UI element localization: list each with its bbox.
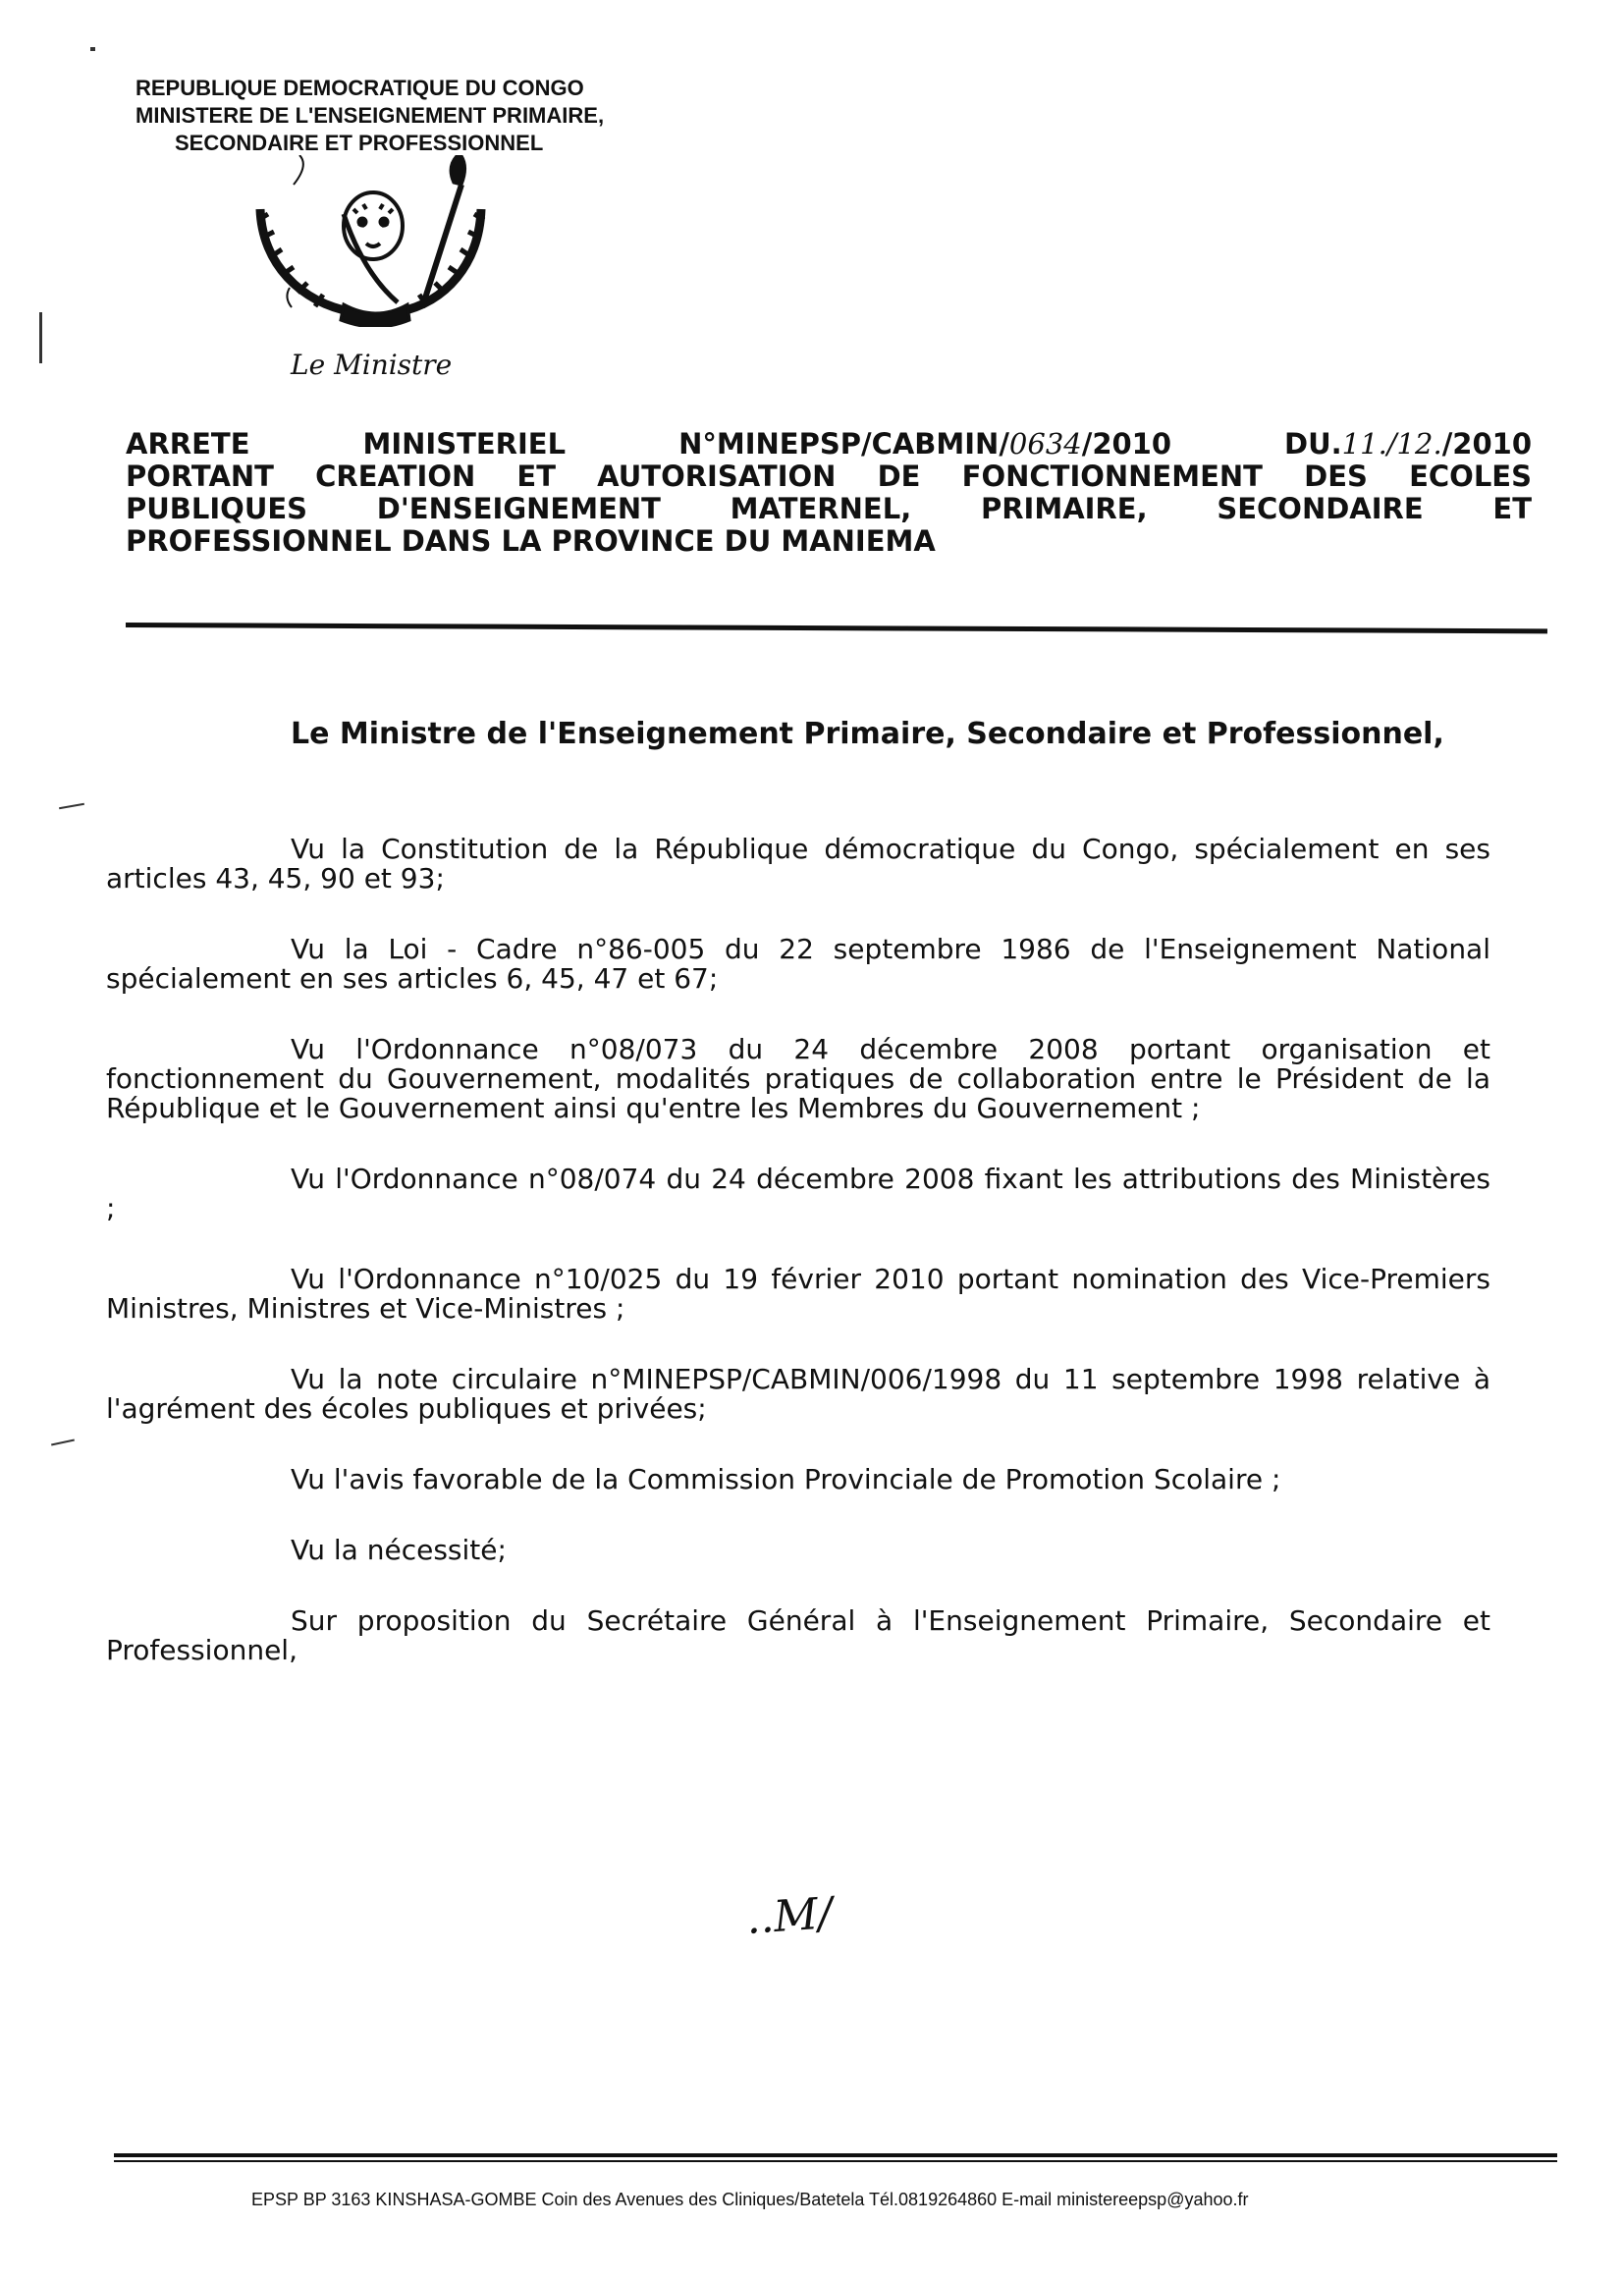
preamble-paragraph: Vu la Constitution de la République démocratique du Congo, spécialement en ses articles 43, 45, 90 et 93; — [106, 833, 1490, 895]
minister-signature-line: Le Ministre — [291, 349, 453, 381]
title-underline — [126, 623, 1547, 633]
preamble-paragraph: Vu l'avis favorable de la Commission Provinciale de Promotion Scolaire ; — [291, 1463, 1281, 1495]
preamble-body — [106, 835, 1490, 1707]
ministry-header — [135, 75, 604, 157]
scan-artifact — [51, 1439, 75, 1446]
decree-title — [126, 428, 1532, 558]
preamble-paragraph: Vu la Loi - Cadre n°86-005 du 22 septembre 1986 de l'Enseignement National spécialement en ses articles 6, 45, 47 et 67; — [106, 933, 1490, 995]
preamble-paragraph: Sur proposition du Secrétaire Général à l'Enseignement Primaire, Secondaire et Professionnel, — [106, 1604, 1490, 1666]
preamble-paragraph: Vu l'Ordonnance n°08/074 du 24 décembre 2008 fixant les attributions des Ministères ; — [106, 1163, 1490, 1224]
handwritten-initials: ..M/ — [744, 1887, 835, 1945]
footer-rule — [114, 2160, 1557, 2162]
issuing-authority: Le Ministre de l'Enseignement Primaire, Secondaire et Professionnel, — [291, 717, 1444, 751]
preamble-paragraph: Vu la nécessité; — [291, 1534, 507, 1566]
footer-rule — [114, 2153, 1557, 2157]
scan-artifact — [59, 803, 84, 809]
preamble-paragraph: Vu l'Ordonnance n°10/025 du 19 février 2010 portant nomination des Vice-Premiers Ministres, Ministres et Vice-Ministres ; — [106, 1263, 1490, 1325]
preamble-paragraph: Vu l'Ordonnance n°08/073 du 24 décembre 2008 portant organisation et fonctionnement du Gouvernement, modalités pratiques de collaboration entre le Président de la République et le Gouvernement ainsi qu'entre les Membres du Gouvernement ; — [106, 1033, 1490, 1124]
handwritten-date: 11./12. — [1341, 427, 1442, 461]
header-line-1: REPUBLIQUE DEMOCRATIQUE DU CONGO — [135, 76, 584, 100]
header-line-2: MINISTERE DE L'ENSEIGNEMENT PRIMAIRE, — [135, 103, 605, 128]
decree-title-line-2: PORTANT CREATION ET AUTORISATION DE FONCTIONNEMENT DES ECOLES — [126, 460, 1532, 493]
decree-title-line-1: ARRETE MINISTERIEL N°MINEPSP/CABMIN/0634/2010 DU.11./12./2010 — [126, 427, 1532, 461]
scan-artifact — [90, 47, 95, 51]
preamble-paragraph: Vu la note circulaire n°MINEPSP/CABMIN/006/1998 du 11 septembre 1998 relative à l'agrément des écoles publiques et privées; — [106, 1363, 1490, 1425]
handwritten-decree-number: 0634 — [1008, 427, 1082, 461]
header-line-3: SECONDAIRE ET PROFESSIONNEL — [175, 131, 544, 155]
decree-title-line-4: PROFESSIONNEL DANS LA PROVINCE DU MANIEMA — [126, 524, 936, 558]
decree-title-line-3: PUBLIQUES D'ENSEIGNEMENT MATERNEL, PRIMAIRE, SECONDAIRE ET — [126, 492, 1532, 525]
coat-of-arms-icon — [250, 155, 501, 327]
footer-contact: EPSP BP 3163 KINSHASA-GOMBE Coin des Avenues des Cliniques/Batetela Tél.0819264860 E-mail ministereepsp@yahoo.fr — [251, 2190, 1249, 2209]
scan-artifact — [39, 312, 42, 363]
